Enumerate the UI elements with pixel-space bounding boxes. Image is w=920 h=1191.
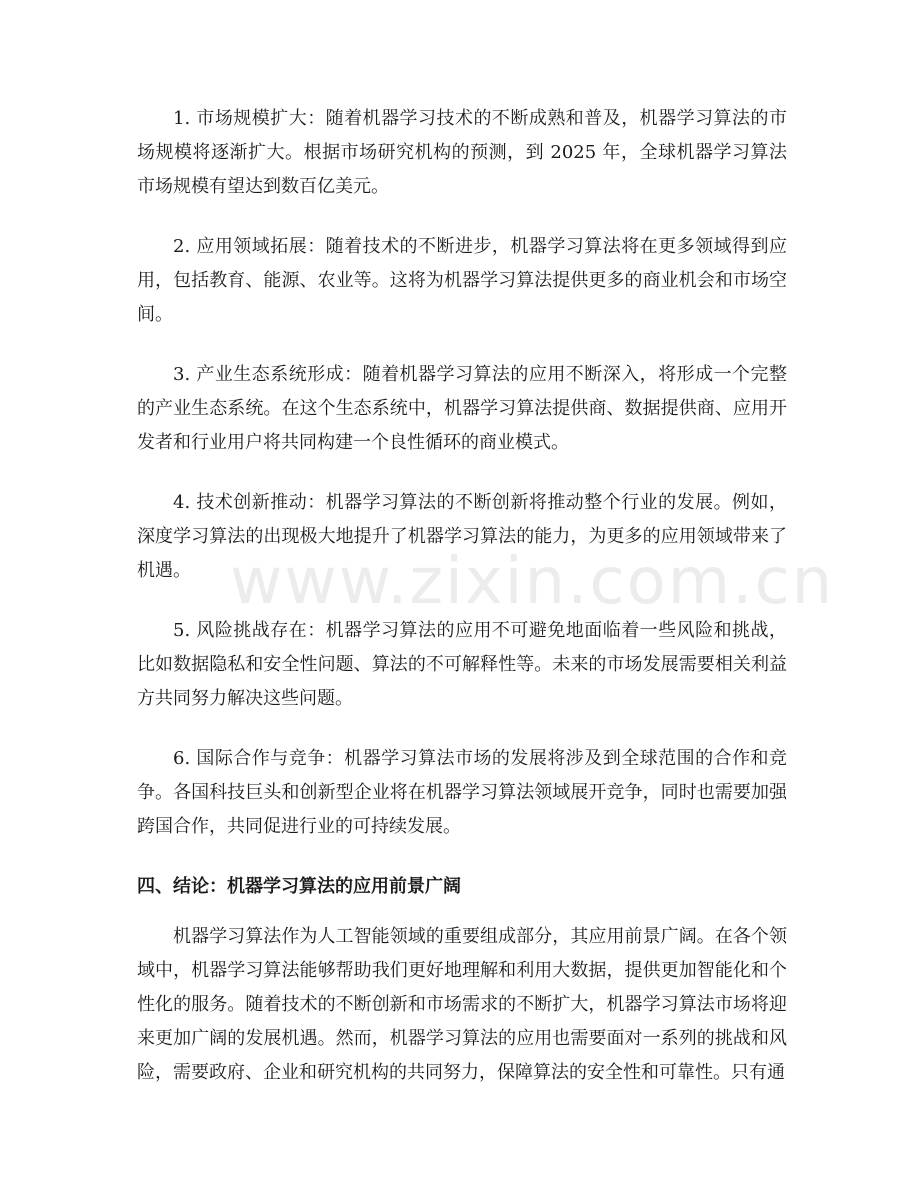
watermark: www.zixin.com.cn (230, 545, 835, 619)
list-item-application-expansion: 2. 应用领域拓展：随着技术的不断进步，机器学习算法将在更多领域得到应用，包括教育、能源、农业等。这将为机器学习算法提供更多的商业机会和市场空间。 (137, 236, 787, 325)
list-item-tech-innovation: 4. 技术创新推动：机器学习算法的不断创新将推动整个行业的发展。例如，深度学习算法的出现极大地提升了机器学习算法的能力，为更多的应用领域带来了机遇。 (137, 492, 787, 581)
list-item-risk-challenges: 5. 风险挑战存在：机器学习算法的应用不可避免地面临着一些风险和挑战，比如数据隐私和安全性问题、算法的不可解释性等。未来的市场发展需要相关利益方共同努力解决这些问题。 (137, 620, 787, 709)
list-item-industry-ecosystem: 3. 产业生态系统形成：随着机器学习算法的应用不断深入，将形成一个完整的产业生态系统。在这个生态系统中，机器学习算法提供商、数据提供商、应用开发者和行业用户将共同构建一个良性循环的商业模式。 (137, 364, 787, 453)
section-heading-conclusion: 四、结论：机器学习算法的应用前景广阔 (137, 876, 461, 897)
list-item-international-cooperation: 6. 国际合作与竞争：机器学习算法市场的发展将涉及到全球范围的合作和竞争。各国科技巨头和创新型企业将在机器学习算法领域展开竞争，同时也需要加强跨国合作，共同促进行业的可持续发展。 (137, 748, 787, 837)
document-content (137, 102, 835, 1116)
list-item-market-scale: 1. 市场规模扩大：随着机器学习技术的不断成熟和普及，机器学习算法的市场规模将逐渐扩大。根据市场研究机构的预测，到 2025 年，全球机器学习算法市场规模有望达到数百亿美元。 (137, 108, 787, 197)
conclusion-paragraph: 机器学习算法作为人工智能领域的重要组成部分，其应用前景广阔。在各个领域中，机器学习算法能够帮助我们更好地理解和利用大数据，提供更加智能化和个性化的服务。随着技术的不断创新和市场需求的不断扩大，机器学习算法市场将迎来更加广阔的发展机遇。然而，机器学习算法的应用也需要面对一系列的挑战和风险，需要政府、企业和研究机构的共同努力，保障算法的安全性和可靠性。只有通 (137, 926, 787, 1083)
